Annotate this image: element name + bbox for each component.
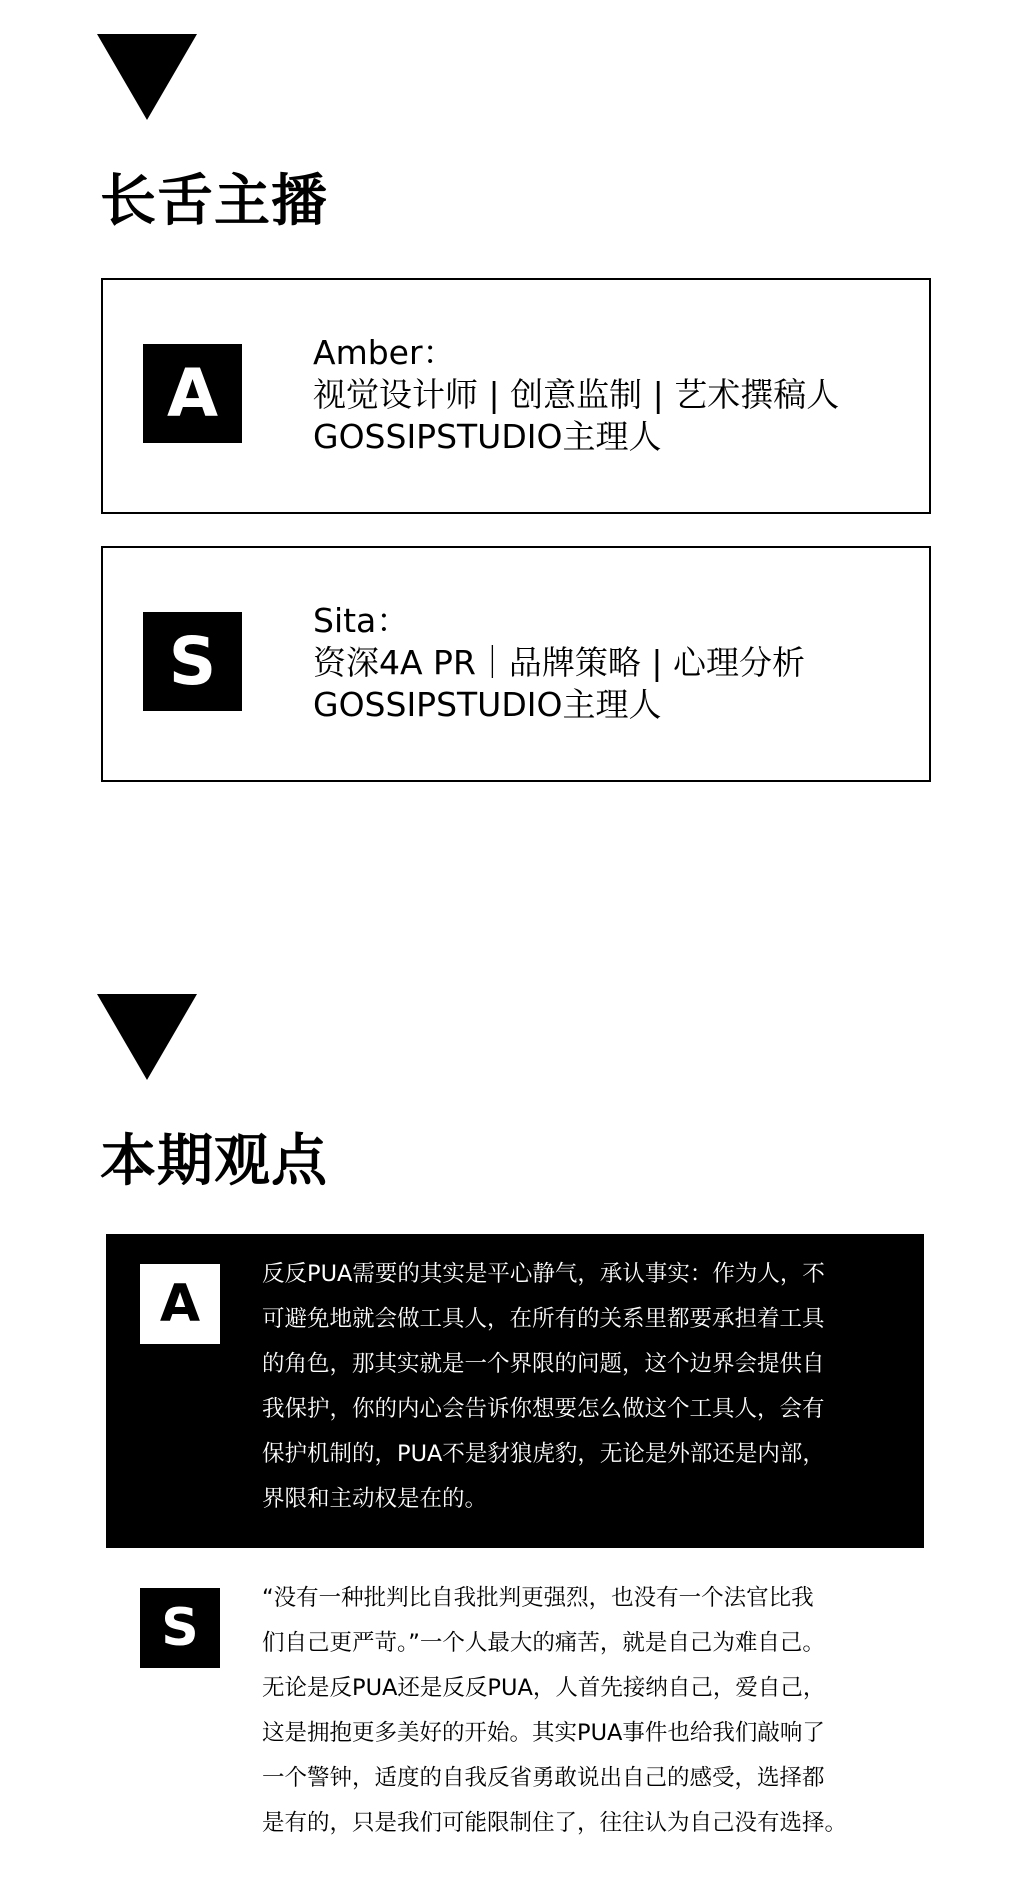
host-org: GOSSIPSTUDIO主理人 [313, 685, 662, 724]
host-org: GOSSIPSTUDIO主理人 [313, 417, 662, 456]
view-block-sita [106, 1562, 924, 1872]
host-name: Sita： [313, 601, 410, 640]
view-initial-badge: S [140, 1588, 220, 1668]
host-roles: 资深4A PR｜品牌策略 | 心理分析 [313, 643, 805, 682]
triangle-marker-icon [97, 994, 197, 1080]
view-block-amber [106, 1234, 924, 1548]
host-card-amber [101, 278, 931, 514]
view-initial-badge: A [140, 1264, 220, 1344]
section-title-hosts: 长舌主播 [100, 169, 328, 234]
host-initial-badge: A [143, 344, 242, 443]
host-roles: 视觉设计师 | 创意监制 | 艺术撰稿人 [313, 375, 840, 414]
host-info [313, 600, 805, 726]
section-title-views: 本期观点 [100, 1129, 328, 1194]
view-text: 反反PUA需要的其实是平心静气，承认事实：作为人，不 可避免地就会做工具人，在所有的关系里都要承担着工具 的角色，那其实就是一个界限的问题，这个边界会提供自 我保护，你的内心会告诉你想要怎么做这个工具人，会有 保护机制的，PUA不是豺狼虎豹，无论是外部还是内部， 界限和主动权是在的。 [262, 1261, 825, 1512]
view-text: “没有一种批判比自我批判更强烈，也没有一个法官比我 们自己更严苛。”一个人最大的痛苦，就是自己为难自己。 无论是反PUA还是反反PUA，人首先接纳自己，爱自己， 这是拥抱更多美好的开始。其实PUA事件也给我们敲响了 一个警钟，适度的自我反省勇敢说出自己的感受，选择都 是有的，只是我们可能限制住了，往往认为自己没有选择。 [262, 1585, 848, 1836]
triangle-marker-icon [97, 34, 197, 120]
host-name: Amber： [313, 333, 456, 372]
host-initial-badge: S [143, 612, 242, 711]
host-card-sita [101, 546, 931, 782]
host-info [313, 332, 839, 458]
